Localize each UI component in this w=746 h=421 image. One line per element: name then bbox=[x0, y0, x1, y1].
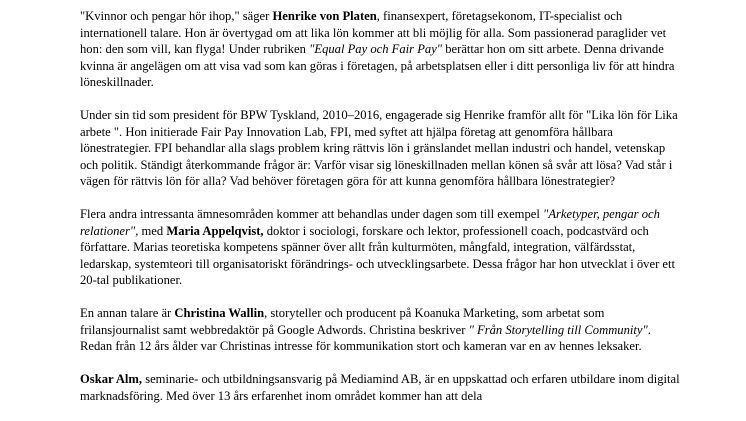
quoted-title: "Arketyper, pengar och relationer", bbox=[80, 207, 660, 238]
text-run: seminarie- och utbildningsansvarig på Mediamind AB, är en uppskattad och erfaren utbildare inom digital marknadsföring. Med över 13 års erfarenhet inom området kommer han att dela bbox=[80, 372, 680, 403]
paragraph-maria-appelqvist bbox=[80, 206, 680, 289]
text-run: , finansexpert, företagsekonom, IT-specialist och internationell talare. Hon är övertygad om att lika lön kommer att bli möjlig för alla. Som passionerad paraglider vet hon: den som vill, kan flyga! Under rubriken bbox=[80, 9, 667, 56]
text-run: doktor i sociologi, forskare och lektor, professionell coach, podcastvärd och författare. Marias teoretiska kompetens spänner över allt från kulturmöten, mångfald, integration, välfärdsstat, ledarskap, systemteori till organisatoriskt förändrings- och utvecklingsarbete. Dessa frågor har hon utvecklat i över ett 20-tal publikationer. bbox=[80, 223, 675, 287]
document-page bbox=[80, 8, 680, 421]
emphasized-name: Christina Wallin bbox=[174, 306, 265, 320]
text-run: En annan talare är bbox=[80, 306, 175, 320]
text-run: . Redan från 12 års ålder var Christinas intresse för kommunikation stort och kameran var en av hennes leksaker. bbox=[80, 322, 651, 353]
paragraph-bpw-presidency bbox=[80, 107, 680, 190]
text-run: med bbox=[138, 223, 167, 238]
emphasized-name: Henrike von Platen bbox=[272, 9, 377, 23]
emphasized-name: Oskar Alm, bbox=[80, 372, 143, 386]
text-run: berättar hon om sitt arbete. Denna drivande kvinna är angelägen om att visa vad som kan göras i företagen, på arbetsplatsen eller i ditt personliga liv för att hindra löneskillnader. bbox=[80, 42, 675, 89]
paragraph-oskar-alm bbox=[80, 371, 680, 404]
paragraph-christina-wallin bbox=[80, 305, 680, 355]
emphasized-name: Maria Appelqvist, bbox=[166, 223, 264, 238]
text-run: Flera andra intressanta ämnesområden kommer att behandlas under dagen som till exempel bbox=[80, 207, 544, 221]
text-run: , storyteller och producent på Koanuka Marketing, som arbetat som frilansjournalist samt webbredaktör på Google Adwords. Christina beskriver bbox=[80, 306, 605, 337]
quoted-title: "Equal Pay och Fair Pay" bbox=[309, 42, 443, 56]
quoted-title: " Från Storytelling till Community" bbox=[468, 322, 648, 337]
text-run: "Kvinnor och pengar hör ihop," säger bbox=[80, 9, 273, 23]
text-run: Under sin tid som president för BPW Tyskland, 2010–2016, engagerade sig Henrike framför allt för "Lika lön för Lika arbete ". Hon initierade Fair Pay Innovation Lab, FPI, med syftet att hjälpa företag att genomföra hållbara lönestrategier. FPI behandlar alla slags problem kring rättvis lön i gränslandet mellan industri och handel, vetenskap och politik. Ständigt återkommande frågor är: Varför visar sig löneskillnaden mellan könen så svår att lösa? Vad står i vägen för rättvis lön för alla? Vad behöver företagen göra för att kunna genomföra hållbara lönestrategier? bbox=[80, 108, 678, 188]
paragraph-henrike-intro bbox=[80, 8, 680, 91]
